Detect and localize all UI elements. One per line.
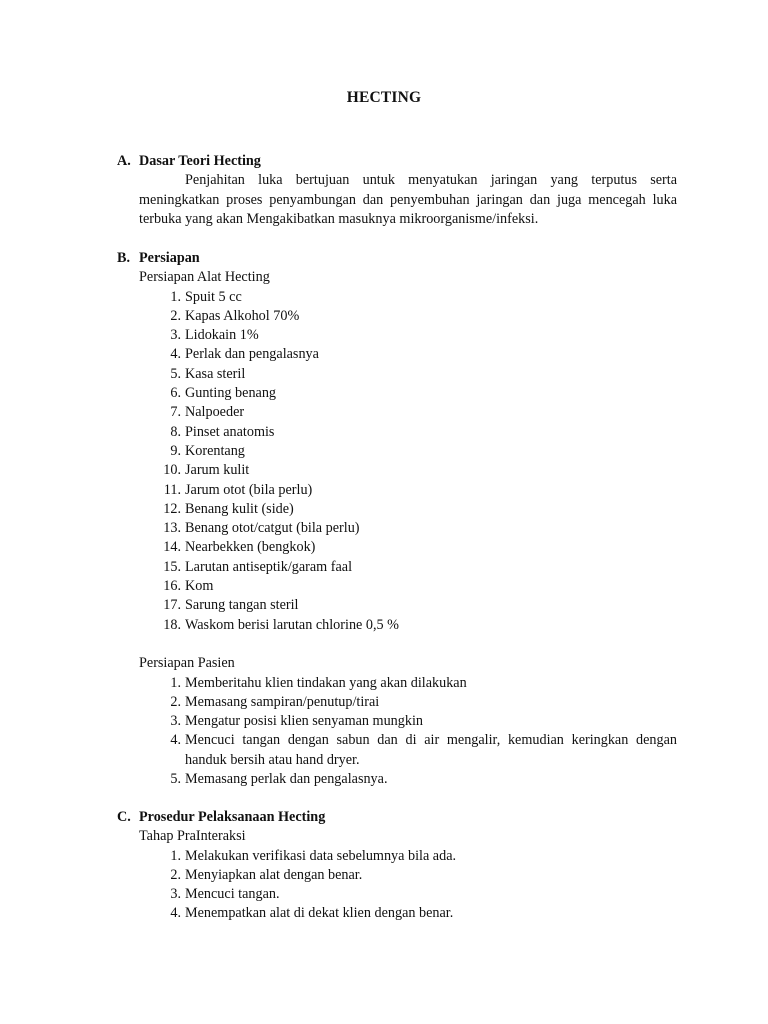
list-number: 8. [170, 423, 181, 440]
list-item [139, 712, 677, 731]
list-item [139, 461, 677, 480]
section-c-heading [117, 808, 677, 827]
alat-subtitle: Persiapan Alat Hecting [139, 269, 270, 286]
list-number: 2. [170, 693, 181, 710]
section-b-title: Persiapan [139, 250, 200, 266]
list-text: Memasang sampiran/penutup/tirai [185, 693, 380, 710]
list-number: 10. [163, 462, 181, 479]
section-c-title: Prosedur Pelaksanaan Hecting [139, 809, 326, 825]
section-a-heading [117, 152, 677, 171]
list-text: Pinset anatomis [185, 423, 275, 440]
list-text: Waskom berisi larutan chlorine 0,5 % [185, 616, 399, 633]
list-item [139, 770, 677, 789]
list-number: 3. [170, 327, 181, 344]
section-c-letter: C. [117, 809, 131, 825]
section-b-letter: B. [117, 250, 131, 266]
list-item [139, 365, 677, 384]
list-number: 7. [170, 404, 181, 421]
list-text: Jarum otot (bila perlu) [185, 481, 313, 498]
list-number: 1. [170, 674, 181, 691]
list-item [139, 847, 677, 866]
list-text: Korentang [185, 442, 245, 459]
document-title: HECTING [346, 89, 422, 106]
list-item [139, 307, 677, 326]
list-number: 4. [170, 732, 181, 749]
list-item [139, 442, 677, 461]
list-text: Jarum kulit [185, 462, 250, 479]
section-b [117, 249, 677, 789]
list-item [139, 326, 677, 345]
list-text: Benang otot/catgut (bila perlu) [185, 520, 360, 537]
list-text: Mencuci tangan dengan sabun dan di air mengalir, kemudian keringkan dengan handuk bersih atau hand dryer. [185, 732, 677, 768]
list-item [139, 384, 677, 403]
section-a-paragraph: Penjahitan luka bertujuan untuk menyatukan jaringan yang terputus serta meningkatkan proses penyambungan dan penyembuhan jaringan dan juga mencegah luka terbuka yang akan Mengakibatkan masuknya mikroorganisme/infeksi. [139, 172, 677, 227]
list-number: 16. [163, 578, 181, 595]
list-text: Larutan antiseptik/garam faal [185, 558, 353, 575]
list-item [139, 904, 677, 923]
pasien-subtitle: Persiapan Pasien [139, 655, 235, 672]
list-number: 5. [170, 771, 181, 788]
list-item [139, 616, 677, 635]
list-number: 14. [163, 539, 181, 556]
prainteraksi-list [139, 847, 677, 924]
alat-list [139, 288, 677, 635]
list-item [139, 577, 677, 596]
list-text: Menempatkan alat di dekat klien dengan benar. [185, 905, 454, 922]
section-a-title: Dasar Teori Hecting [139, 153, 261, 169]
section-b-heading [117, 249, 677, 268]
list-number: 11. [163, 481, 181, 498]
list-text: Spuit 5 cc [185, 288, 242, 305]
list-number: 1. [170, 288, 181, 305]
list-number: 5. [170, 365, 181, 382]
list-text: Perlak dan pengalasnya [185, 346, 319, 363]
list-text: Kom [185, 578, 214, 595]
list-item [139, 519, 677, 538]
list-number: 17. [163, 597, 181, 614]
list-text: Nearbekken (bengkok) [185, 539, 316, 556]
list-item [139, 538, 677, 557]
list-number: 3. [170, 713, 181, 730]
list-number: 1. [170, 847, 181, 864]
list-number: 6. [170, 385, 181, 402]
list-text: Memasang perlak dan pengalasnya. [185, 771, 388, 788]
list-number: 3. [170, 886, 181, 903]
list-item [139, 596, 677, 615]
list-number: 18. [163, 616, 181, 633]
list-item [139, 500, 677, 519]
list-item [139, 481, 677, 500]
list-number: 9. [170, 442, 181, 459]
list-text: Benang kulit (side) [185, 500, 294, 517]
list-number: 13. [163, 520, 181, 537]
section-c [117, 808, 677, 924]
list-item [139, 693, 677, 712]
list-text: Nalpoeder [185, 404, 245, 421]
section-a [117, 152, 677, 229]
list-item [139, 558, 677, 577]
list-item [139, 288, 677, 307]
list-number: 2. [170, 866, 181, 883]
list-number: 4. [170, 346, 181, 363]
list-text: Mengatur posisi klien senyaman mungkin [185, 713, 424, 730]
list-item [139, 866, 677, 885]
list-text: Memberitahu klien tindakan yang akan dilakukan [185, 674, 467, 691]
list-number: 2. [170, 307, 181, 324]
list-text: Menyiapkan alat dengan benar. [185, 866, 363, 883]
list-number: 15. [163, 558, 181, 575]
list-text: Mencuci tangan. [185, 886, 280, 903]
list-text: Kapas Alkohol 70% [185, 307, 300, 324]
list-item [139, 674, 677, 693]
section-a-letter: A. [117, 153, 131, 169]
list-text: Melakukan verifikasi data sebelumnya bila ada. [185, 847, 457, 864]
list-item [139, 885, 677, 904]
list-item [139, 423, 677, 442]
list-text: Gunting benang [185, 385, 277, 402]
pasien-list [139, 674, 677, 790]
list-item [139, 731, 677, 770]
list-number: 4. [170, 905, 181, 922]
list-number: 12. [163, 500, 181, 517]
list-item [139, 403, 677, 422]
prainteraksi-subtitle: Tahap PraInteraksi [139, 828, 246, 845]
list-text: Lidokain 1% [185, 327, 259, 344]
list-text: Kasa steril [185, 365, 246, 382]
list-text: Sarung tangan steril [185, 597, 299, 614]
list-item [139, 345, 677, 364]
